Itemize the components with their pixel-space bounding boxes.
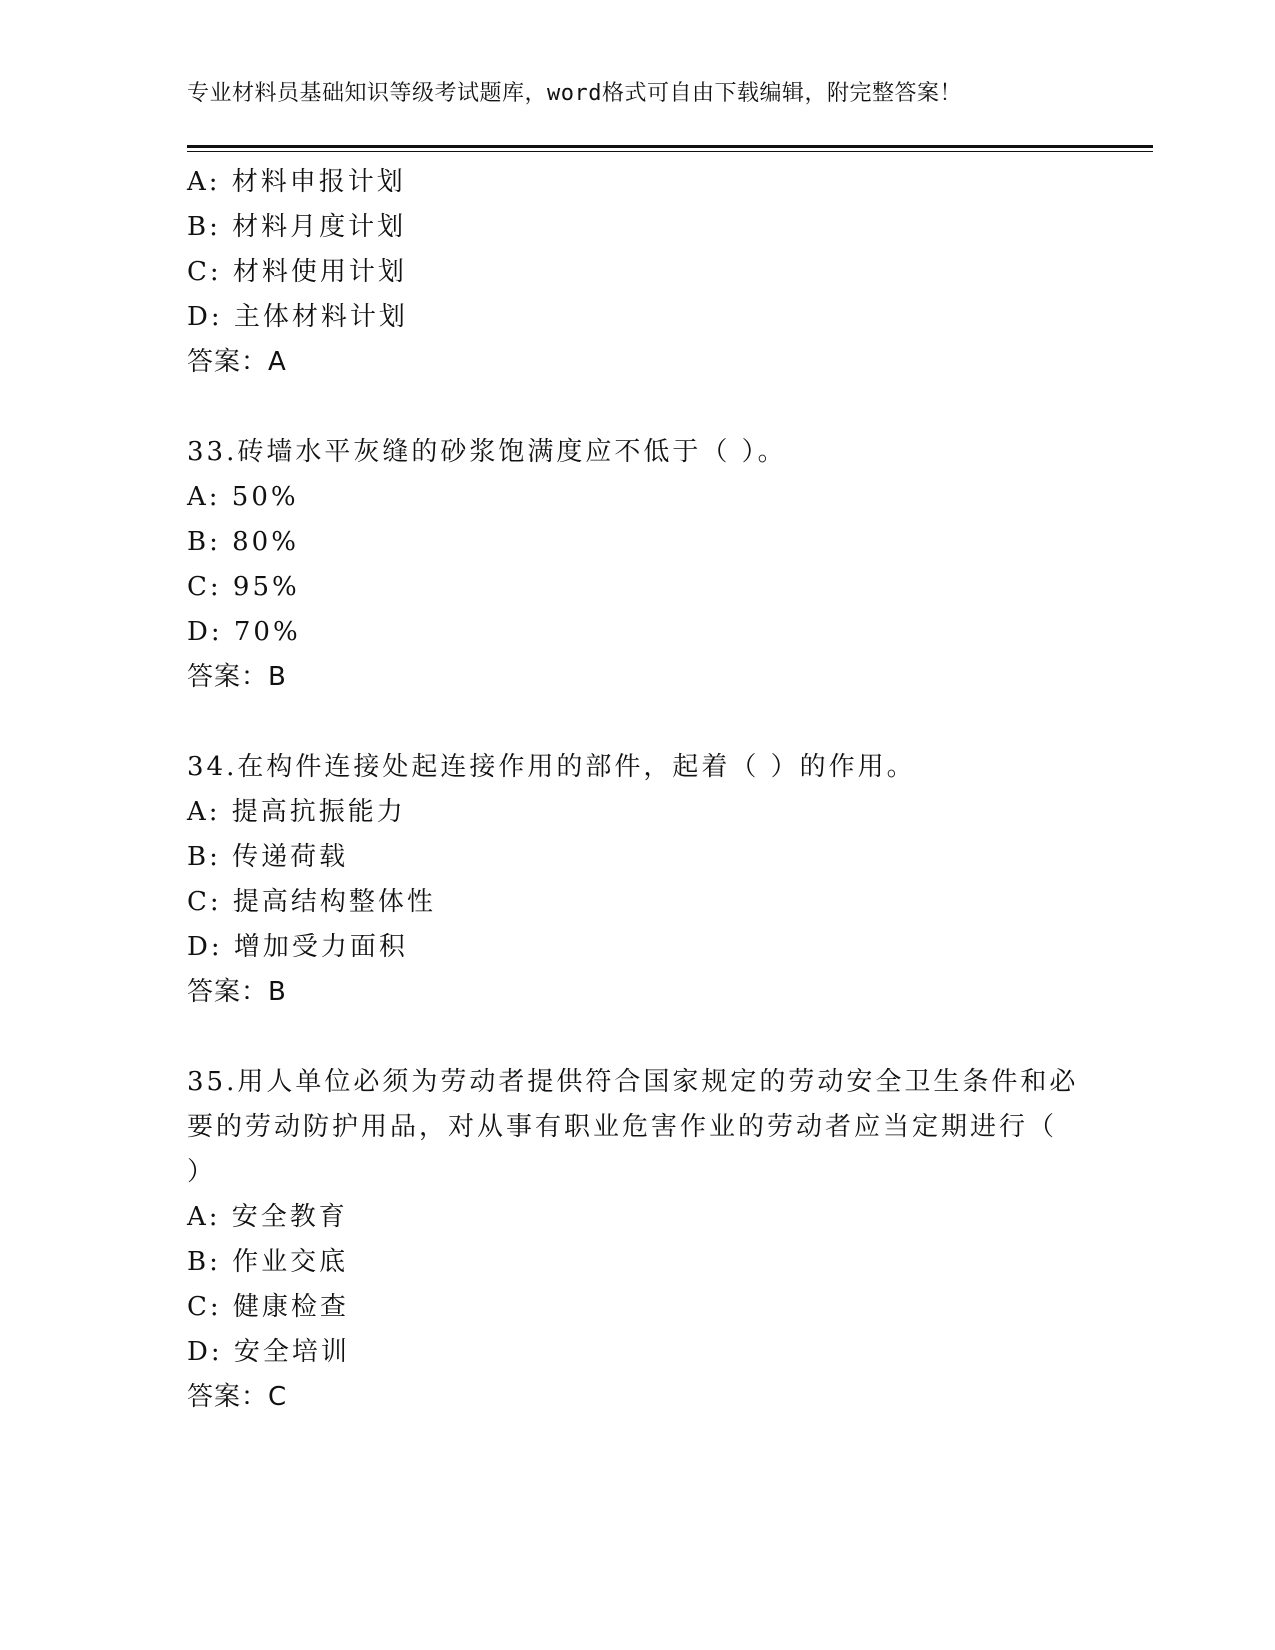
option-c: C: 95% <box>187 572 300 602</box>
option-b: B: 80% <box>187 527 299 557</box>
option-a: A: 材料申报计划 <box>187 167 406 197</box>
question-33 <box>187 430 1087 700</box>
question-34 <box>187 745 1087 1015</box>
answer: 答案：C <box>187 1382 288 1412</box>
option-a: A: 安全教育 <box>187 1202 348 1232</box>
option-d: D: 增加受力面积 <box>187 932 408 962</box>
question-32 <box>187 160 1087 385</box>
question-stem: 34.在构件连接处起连接作用的部件，起着（ ）的作用。 <box>187 752 916 782</box>
answer: 答案：B <box>187 662 287 692</box>
option-d: D: 安全培训 <box>187 1337 350 1367</box>
option-b: B: 传递荷载 <box>187 842 349 872</box>
option-d: D: 70% <box>187 617 301 647</box>
question-stem-line-3: ） <box>187 1157 217 1187</box>
option-c: C: 健康检查 <box>187 1292 349 1322</box>
option-d: D: 主体材料计划 <box>187 302 408 332</box>
header-rule-thin <box>187 151 1153 152</box>
header-note: 专业材料员基础知识等级考试题库，word格式可自由下载编辑，附完整答案！ <box>187 81 962 106</box>
answer: 答案：A <box>187 347 287 377</box>
question-stem: 33.砖墙水平灰缝的砂浆饱满度应不低于（ ）。 <box>187 437 787 467</box>
option-a: A: 提高抗振能力 <box>187 797 406 827</box>
option-a: A: 50% <box>187 482 299 512</box>
answer: 答案：B <box>187 977 287 1007</box>
option-c: C: 材料使用计划 <box>187 257 407 287</box>
question-35 <box>187 1060 1087 1420</box>
option-b: B: 作业交底 <box>187 1247 349 1277</box>
question-list <box>187 160 1087 1420</box>
header-rule-thick <box>187 145 1153 148</box>
question-stem-line-1: 35.用人单位必须为劳动者提供符合国家规定的劳动安全卫生条件和必 <box>187 1067 1079 1097</box>
option-b: B: 材料月度计划 <box>187 212 407 242</box>
question-stem-line-2: 要的劳动防护用品，对从事有职业危害作业的劳动者应当定期进行（ <box>187 1112 1058 1142</box>
option-c: C: 提高结构整体性 <box>187 887 436 917</box>
